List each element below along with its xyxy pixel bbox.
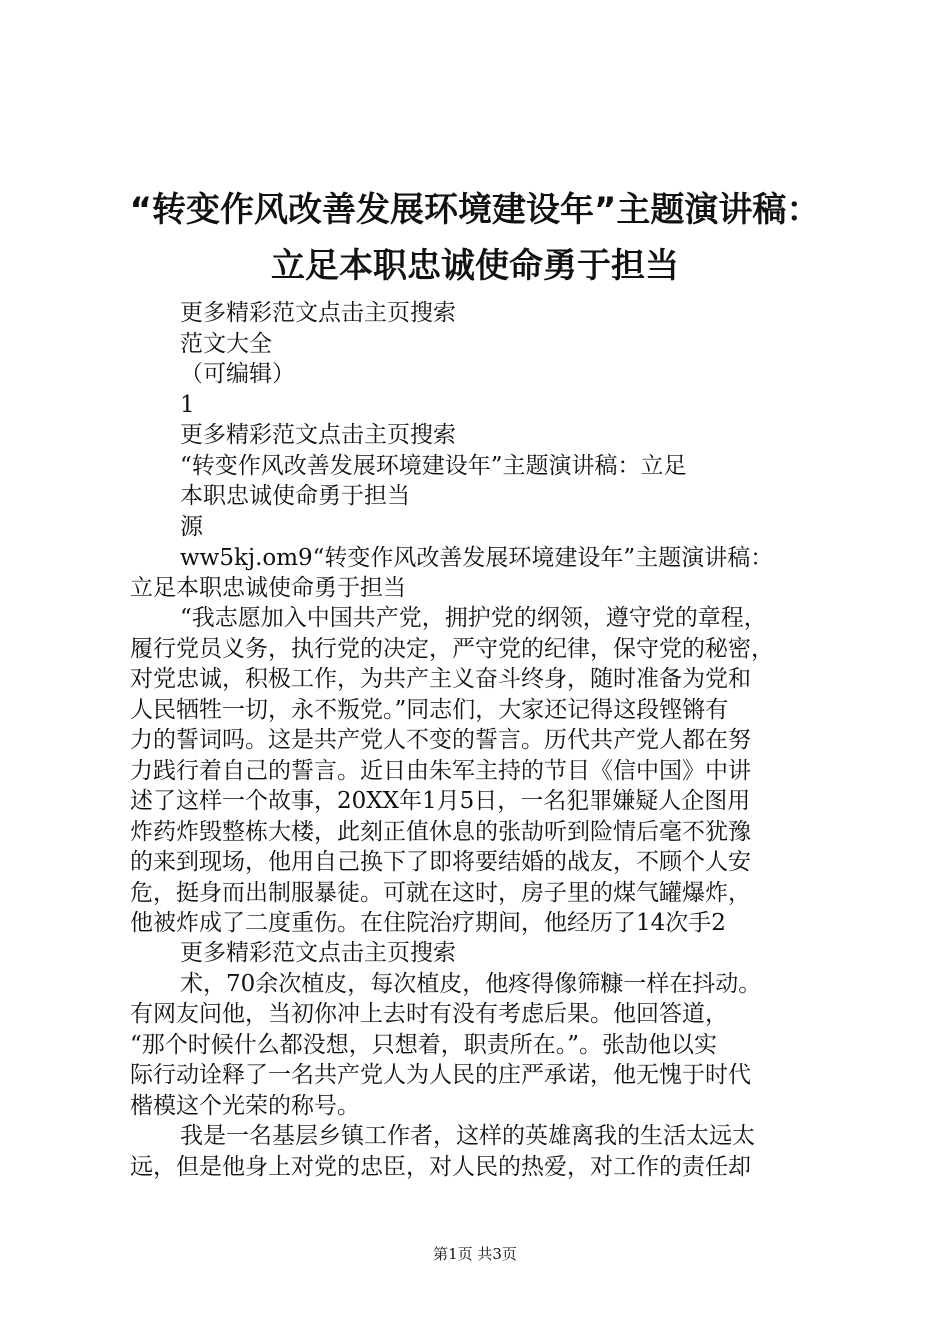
page-marker: 1 [180, 392, 195, 418]
body-text-line: 力践行着自己的誓言。近日由朱军主持的节目《信中国》中讲 [130, 758, 751, 784]
body-text-line: 远，但是他身上对党的忠臣，对人民的热爱，对工作的责任却 [130, 1154, 751, 1180]
body-text-line: 炸药炸毁整栋大楼，此刻正值休息的张劼听到险情后毫不犹豫 [130, 819, 751, 845]
body-text-line: “那个时候什么都没想，只想着，职责所在。”。张劼他以实 [130, 1032, 718, 1058]
body-text-line: 际行动诠释了一名共产党人为人民的庄严承诺，他无愧于时代 [130, 1062, 751, 1088]
body-text-line: 力的誓词吗。这是共产党人不变的誓言。历代共产党人都在努 [130, 727, 751, 753]
body-text-line: “我志愿加入中国共产党，拥护党的纲领，遵守党的章程， [180, 605, 767, 631]
subtitle-line: 本职忠诚使命勇于担当 [180, 483, 410, 509]
promo-text: 更多精彩范文点击主页搜索 [180, 940, 456, 966]
body-text-line: 楷模这个光荣的称号。 [130, 1093, 360, 1119]
source-label: 源 [180, 514, 203, 540]
body-text-line: 术，70余次植皮，每次植皮，他疼得像筛糠一样在抖动。 [180, 971, 762, 997]
subtitle-line: “转变作风改善发展环境建设年”主题演讲稿：立足 [180, 453, 687, 479]
body-text-line: 履行党员义务，执行党的决定，严守党的纪律，保守党的秘密， [130, 636, 774, 662]
editable-note: （可编辑） [180, 361, 295, 387]
body-text-line: 述了这样一个故事，20XX年1月5日，一名犯罪嫌疑人企图用 [130, 788, 751, 814]
source-line: ww5kj.om9“转变作风改善发展环境建设年”主题演讲稿： [180, 545, 774, 571]
body-text-line: 我是一名基层乡镇工作者，这样的英雄离我的生活太远太 [180, 1123, 755, 1149]
page-footer: 第1页 共3页 [433, 1245, 517, 1263]
promo-text: 更多精彩范文点击主页搜索 [180, 300, 456, 326]
body-text-line: 有网友问他，当初你冲上去时有没有考虑后果。他回答道， [130, 1001, 728, 1027]
document-title-line-1: “转变作风改善发展环境建设年”主题演讲稿： [129, 190, 821, 230]
body-text-line: 对党忠诚，积极工作，为共产主义奋斗终身，随时准备为党和 [130, 666, 751, 692]
source-line: 立足本职忠诚使命勇于担当 [130, 575, 406, 601]
document-title-line-2: 立足本职忠诚使命勇于担当 [271, 246, 679, 286]
body-text-line: 人民牺牲一切，永不叛党。”同志们，大家还记得这段铿锵有 [130, 697, 729, 723]
promo-text: 更多精彩范文点击主页搜索 [180, 422, 456, 448]
body-text-line: 他被炸成了二度重伤。在住院治疗期间，他经历了14次手2 [130, 910, 726, 936]
body-text-line: 的来到现场，他用自己换下了即将要结婚的战友，不顾个人安 [130, 849, 751, 875]
body-text-line: 危，挺身而出制服暴徒。可就在这时，房子里的煤气罐爆炸， [130, 880, 751, 906]
category-text: 范文大全 [180, 331, 272, 357]
